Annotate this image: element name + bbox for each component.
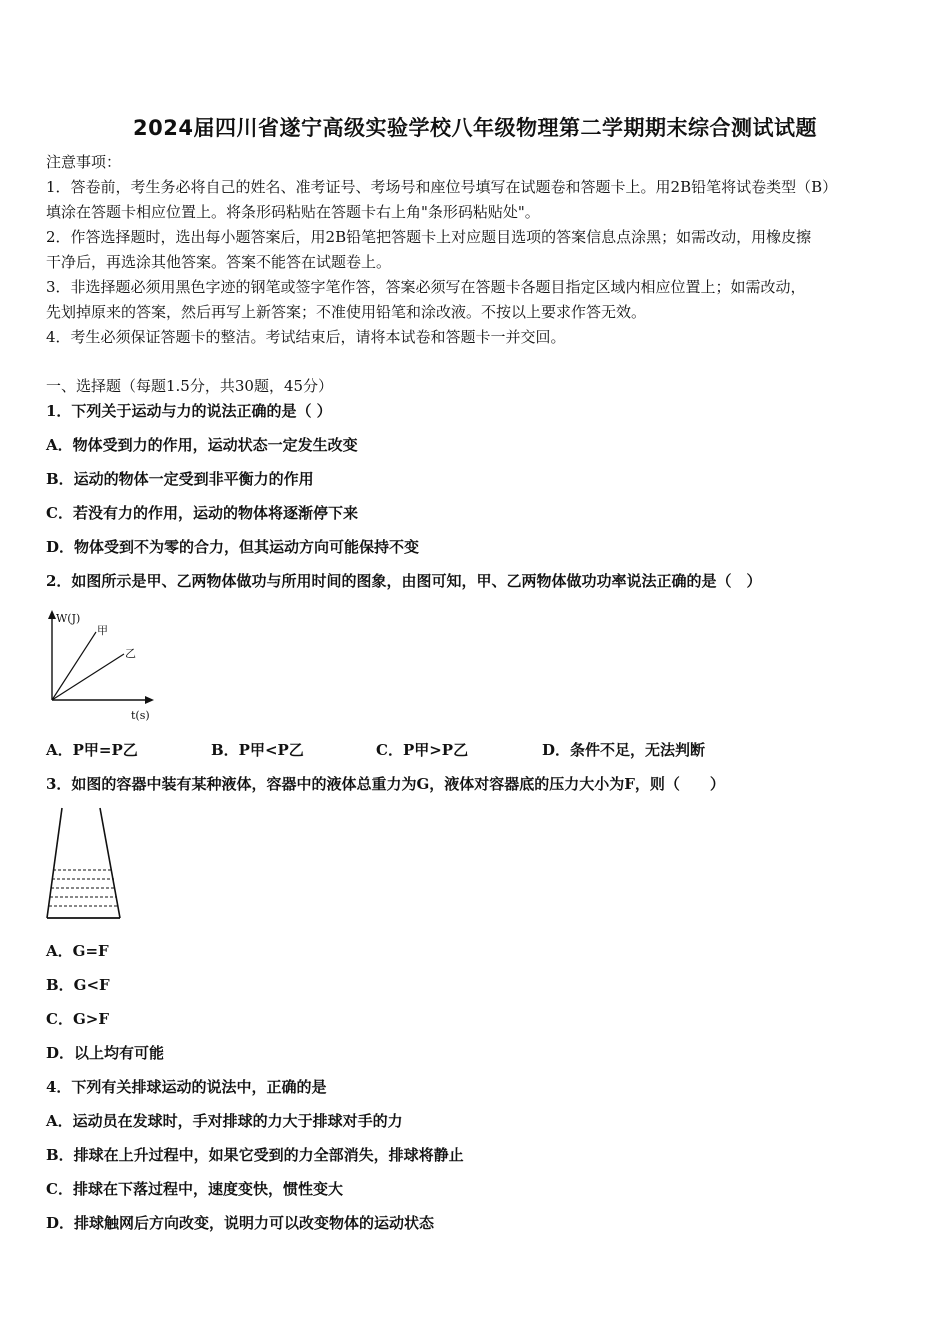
section-heading: 一、选择题（每题1.5分，共30题，45分） xyxy=(46,377,334,395)
notice-line: 填涂在答题卡相应位置上。将条形码粘贴在答题卡右上角"条形码粘贴处"。 xyxy=(46,203,540,221)
line-jia xyxy=(52,632,96,700)
notice-line: 先划掉原来的答案，然后再写上新答案；不准使用铅笔和涂改液。不按以上要求作答无效。 xyxy=(46,303,647,321)
x-axis-arrow xyxy=(145,696,154,704)
q4-stem: 4．下列有关排球运动的说法中，正确的是 xyxy=(46,1078,327,1096)
q1-stem: 1．下列关于运动与力的说法正确的是（ ） xyxy=(46,402,332,420)
y-axis-label: W(J) xyxy=(56,612,81,625)
notice-line: 2．作答选择题时，选出每小题答案后，用2B铅笔把答题卡上对应题目选项的答案信息点涂黑；如需改动，用橡皮擦 xyxy=(46,228,812,246)
q2-option-c: C．P甲>P乙 xyxy=(376,741,469,759)
y-axis-arrow xyxy=(48,610,56,619)
container-figure xyxy=(42,806,128,924)
q1-option-d: D．物体受到不为零的合力，但其运动方向可能保持不变 xyxy=(46,538,420,556)
container-right-wall xyxy=(100,808,120,918)
notice-line: 干净后，再选涂其他答案。答案不能答在试题卷上。 xyxy=(46,253,392,271)
q2-stem: 2．如图所示是甲、乙两物体做功与所用时间的图象，由图可知，甲、乙两物体做功功率说法正确的是（ ） xyxy=(46,572,762,590)
q3-stem: 3．如图的容器中装有某种液体，容器中的液体总重力为G，液体对容器底的压力大小为F，则（ ） xyxy=(46,775,725,793)
work-time-graph xyxy=(40,606,160,724)
q4-option-c: C．排球在下落过程中，速度变快，惯性变大 xyxy=(46,1180,343,1198)
q3-option-a: A．G=F xyxy=(46,942,109,960)
x-axis-label: t(s) xyxy=(131,709,150,722)
line-yi-label: 乙 xyxy=(125,647,136,660)
container-left-wall xyxy=(47,808,62,918)
q3-option-d: D．以上均有可能 xyxy=(46,1044,165,1062)
q4-option-d: D．排球触网后方向改变，说明力可以改变物体的运动状态 xyxy=(46,1214,435,1232)
q4-option-a: A．运动员在发球时，手对排球的力大于排球对手的力 xyxy=(46,1112,403,1130)
exam-title: 2024届四川省遂宁高级实验学校八年级物理第二学期期末综合测试试题 xyxy=(133,116,817,140)
notice-heading: 注意事项： xyxy=(46,153,122,171)
q2-option-a: A．P甲=P乙 xyxy=(46,741,138,759)
q2-option-d: D．条件不足，无法判断 xyxy=(542,741,706,759)
notice-line: 1．答卷前，考生务必将自己的姓名、准考证号、考场号和座位号填写在试题卷和答题卡上。用2B铅笔将试卷类型（B） xyxy=(46,178,838,196)
q1-option-c: C．若没有力的作用，运动的物体将逐渐停下来 xyxy=(46,504,358,522)
line-yi xyxy=(52,654,124,700)
notice-line: 3．非选择题必须用黑色字迹的钢笔或签字笔作答，答案必须写在答题卡各题目指定区域内相应位置上；如需改动， xyxy=(46,278,806,296)
notice-line: 4．考生必须保证答题卡的整洁。考试结束后，请将本试卷和答题卡一并交回。 xyxy=(46,328,566,346)
q4-option-b: B．排球在上升过程中，如果它受到的力全部消失，排球将静止 xyxy=(46,1146,464,1164)
q2-option-b: B．P甲<P乙 xyxy=(211,741,304,759)
q3-option-c: C．G>F xyxy=(46,1010,109,1028)
q1-option-b: B．运动的物体一定受到非平衡力的作用 xyxy=(46,470,314,488)
line-jia-label: 甲 xyxy=(97,624,108,637)
q3-option-b: B．G<F xyxy=(46,976,110,994)
q1-option-a: A．物体受到力的作用，运动状态一定发生改变 xyxy=(46,436,358,454)
